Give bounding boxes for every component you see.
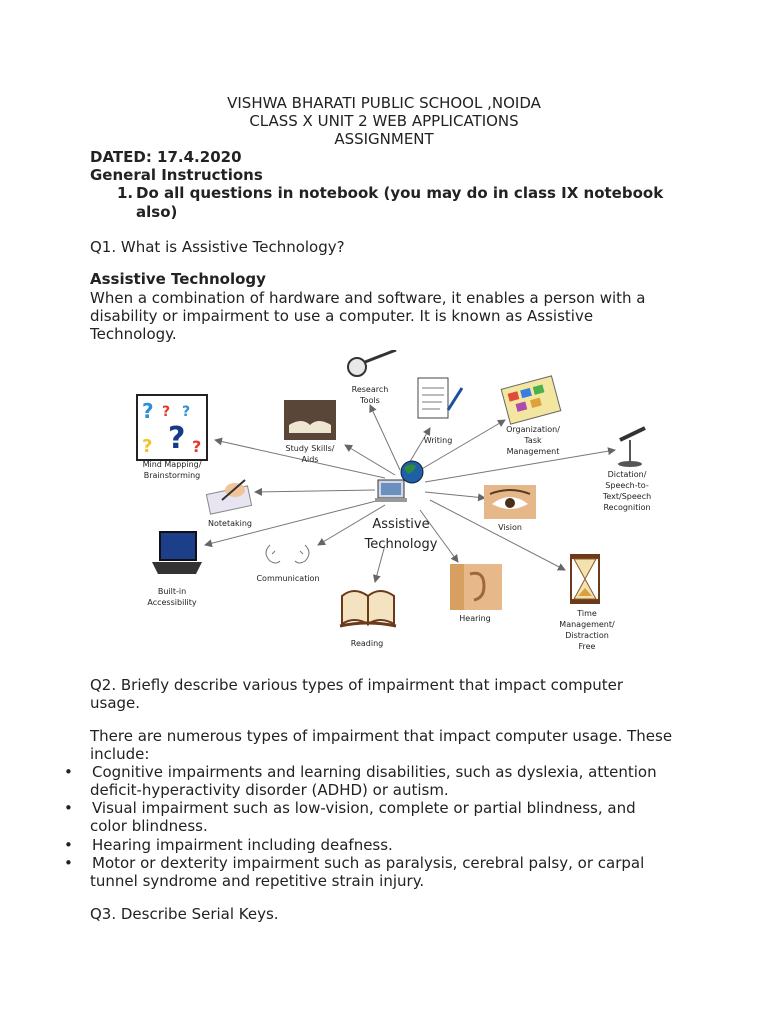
question-3: Q3. Describe Serial Keys. (90, 905, 279, 923)
magnifying-glass-icon (348, 350, 396, 376)
notetaking-hand-icon (206, 480, 251, 514)
definition-line-3: Technology. (90, 325, 177, 343)
open-book-icon (340, 591, 396, 626)
question-2-line-1: Q2. Briefly describe various types of impairment that impact computer (90, 676, 624, 694)
list-item-continuation: deficit-hyperactivity disorder (ADHD) or autism. (90, 781, 449, 799)
bullet-marker: • (64, 854, 73, 872)
instruction-number: 1. (117, 184, 134, 202)
laptop-icon (152, 532, 202, 574)
paper-pen-icon (418, 378, 462, 418)
organizer-grid-icon (501, 376, 561, 424)
center-label-line-1: Assistive (372, 517, 430, 532)
label-builtin-1: Built-in (157, 587, 187, 596)
list-item: Motor or dexterity impairment such as paralysis, cerebral palsy, or carpal (92, 854, 645, 872)
q2-intro-line-2: include: (90, 745, 150, 763)
label-dictation-3: Text/Speech (602, 492, 652, 501)
label-dictation-2: Speech-to- (605, 481, 649, 490)
svg-text:?: ? (142, 399, 154, 423)
label-vision: Vision (498, 523, 522, 532)
instruction-line-1: Do all questions in notebook (you may do in class IX notebook (136, 184, 664, 202)
label-organization-2: Task (524, 436, 542, 445)
label-writing: Writing (423, 436, 453, 445)
label-builtin-2: Accessibility (147, 598, 197, 607)
label-mindmap-1: Mind Mapping/ (142, 460, 202, 469)
label-reading: Reading (350, 639, 384, 648)
label-time-2: Management/ (559, 620, 615, 629)
label-notetaking: Notetaking (208, 519, 252, 528)
assistive-technology-diagram (130, 350, 670, 660)
label-time-3: Distraction (565, 631, 609, 640)
bullet-marker: • (64, 836, 73, 854)
question-marks-icon (137, 395, 207, 460)
instruction-line-2: also) (136, 203, 178, 221)
label-mindmap-2: Brainstorming (143, 471, 201, 480)
label-dictation-1: Dictation/ (607, 470, 647, 479)
label-organization-3: Management (506, 447, 560, 456)
class-unit: CLASS X UNIT 2 WEB APPLICATIONS (249, 112, 519, 130)
center-label-line-2: Technology (364, 537, 438, 552)
list-item-continuation: color blindness. (90, 817, 208, 835)
bullet-marker: • (64, 799, 73, 817)
list-item: Hearing impairment including deafness. (92, 836, 393, 854)
study-book-icon (284, 400, 336, 440)
school-name: VISHWA BHARATI PUBLIC SCHOOL ,NOIDA (227, 94, 541, 112)
svg-text:?: ? (182, 404, 191, 420)
assignment-title: ASSIGNMENT (334, 130, 434, 148)
section-title: Assistive Technology (90, 270, 266, 288)
question-1: Q1. What is Assistive Technology? (90, 238, 345, 256)
hourglass-icon (570, 554, 600, 604)
label-research-1: Research (351, 385, 389, 394)
microphone-icon (618, 428, 645, 467)
list-item-continuation: tunnel syndrome and repetitive strain injury. (90, 872, 425, 890)
ear-icon (450, 564, 502, 610)
list-item: Visual impairment such as low-vision, complete or partial blindness, and (92, 799, 636, 817)
question-2-line-2: usage. (90, 694, 141, 712)
label-study-1: Study Skills/ (285, 444, 335, 453)
label-dictation-4: Recognition (603, 503, 651, 512)
label-communication: Communication (256, 574, 320, 583)
label-organization-1: Organization/ (506, 425, 560, 434)
general-instructions-heading: General Instructions (90, 166, 263, 184)
label-research-2: Tools (360, 396, 380, 405)
definition-line-1: When a combination of hardware and software, it enables a person with a (90, 289, 646, 307)
eye-icon (484, 485, 536, 519)
svg-text:?: ? (168, 421, 186, 456)
label-hearing: Hearing (459, 614, 491, 623)
svg-text:?: ? (162, 404, 171, 420)
label-time-1: Time (577, 609, 597, 618)
svg-text:?: ? (192, 437, 202, 456)
definition-line-2: disability or impairment to use a computer. It is known as Assistive (90, 307, 594, 325)
date-line: DATED: 17.4.2020 (90, 148, 242, 166)
label-study-2: Aids (301, 455, 319, 464)
label-time-4: Free (578, 642, 596, 651)
q2-intro-line-1: There are numerous types of impairment that impact computer usage. These (90, 727, 673, 745)
two-faces-icon (266, 545, 309, 563)
svg-text:?: ? (142, 436, 153, 457)
list-item: Cognitive impairments and learning disabilities, such as dyslexia, attention (92, 763, 657, 781)
bullet-marker: • (64, 763, 73, 781)
